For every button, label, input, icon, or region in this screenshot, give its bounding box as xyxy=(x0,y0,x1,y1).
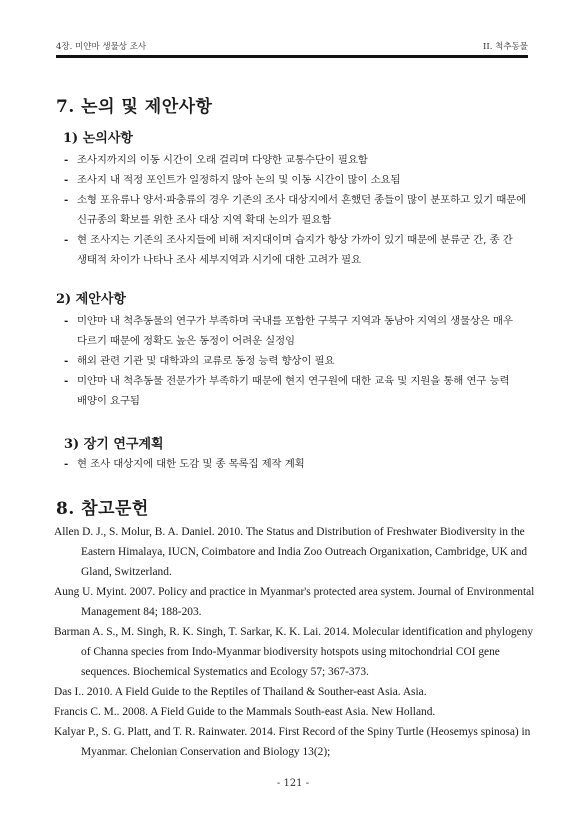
longterm-list xyxy=(56,454,538,474)
list-item: - 현 조사 대상지에 대한 도감 및 종 목록집 제작 계획 xyxy=(64,458,305,470)
suggestions-heading: 2) 제안사항 xyxy=(56,292,126,307)
running-header xyxy=(56,38,528,54)
references-list xyxy=(56,522,538,762)
issues-list xyxy=(56,150,538,270)
list-item: - 조사지까지의 이동 시간이 오래 걸리며 다양한 교통수단이 필요함 xyxy=(64,154,368,166)
reference-entry: Barman A. S., M. Singh, R. K. Singh, T. Sarkar, K. K. Lai. 2014. Molecular identification and phylogeny of Channa species from Indo-Myanmar biodiversity hotspots using mitochondrial COI gene sequences. Biochemical Systematics and Ecology 57; 367-373. xyxy=(54,626,534,678)
reference-entry: Das I.. 2010. A Field Guide to the Reptiles of Thailand & Souther-east Asia. Asia. xyxy=(54,686,427,698)
longterm-heading: 3) 장기 연구계획 xyxy=(64,437,164,452)
discussion-heading: 7. 논의 및 제안사항 xyxy=(56,97,213,117)
list-item: - 미얀마 내 척추동물 전문가가 부족하기 때문에 현지 연구원에 대한 교육 및 지원을 통해 연구 능력 배양이 요구됨 xyxy=(64,375,510,407)
reference-entry: Francis C. M.. 2008. A Field Guide to the Mammals South-east Asia. New Holland. xyxy=(54,706,436,718)
header-chapter: 4장. 미얀마 생물상 조사 xyxy=(56,42,147,52)
page-number: - 121 - xyxy=(276,778,310,789)
suggestions-list xyxy=(56,311,538,411)
issues-heading: 1) 논의사항 xyxy=(63,131,133,146)
list-item: - 해외 관련 기관 및 대학과의 교류로 동정 능력 향상이 필요 xyxy=(64,355,335,367)
page-content xyxy=(56,92,538,762)
references-heading: 8. 참고문헌 xyxy=(56,499,149,519)
header-section: II. 척추동물 xyxy=(483,42,528,52)
reference-entry: Kalyar P., S. G. Platt, and T. R. Rainwater. 2014. First Record of the Spiny Turtle (Heosemys spinosa) in Myanmar. Chelonian Conservation and Biology 13(2); xyxy=(54,726,531,758)
list-item: - 소형 포유류나 양서·파충류의 경우 기존의 조사 대상지에서 흔했던 종들이 많이 분포하고 있기 때문에 신규종의 확보를 위한 조사 대상 지역 확대 논의가 필요함 xyxy=(64,194,527,226)
reference-entry: Allen D. J., S. Molur, B. A. Daniel. 2010. The Status and Distribution of Freshwater Biodiversity in the Eastern Himalaya, IUCN, Coimbatore and India Zoo Outreach Organixation, Cambridge, UK and Gland, Switzerland. xyxy=(54,526,528,578)
list-item: - 현 조사지는 기존의 조사지들에 비해 저지대이며 습지가 항상 가까이 있기 때문에 분류군 간, 종 간 생태적 차이가 나타나 조사 세부지역과 시기에 대한 고려가 필요 xyxy=(64,234,513,266)
list-item: - 미얀마 내 척추동물의 연구가 부족하며 국내를 포함한 구북구 지역과 동남아 지역의 생물상은 매우 다르기 때문에 정확도 높은 동정이 어려운 실정임 xyxy=(64,315,513,347)
header-rule xyxy=(56,55,528,58)
reference-entry: Aung U. Myint. 2007. Policy and practice in Myanmar's protected area system. Journal of Environmental Management 84; 188-203. xyxy=(54,586,535,618)
list-item: - 조사지 내 적정 포인트가 일정하지 않아 논의 및 이동 시간이 많이 소요됨 xyxy=(64,174,401,186)
